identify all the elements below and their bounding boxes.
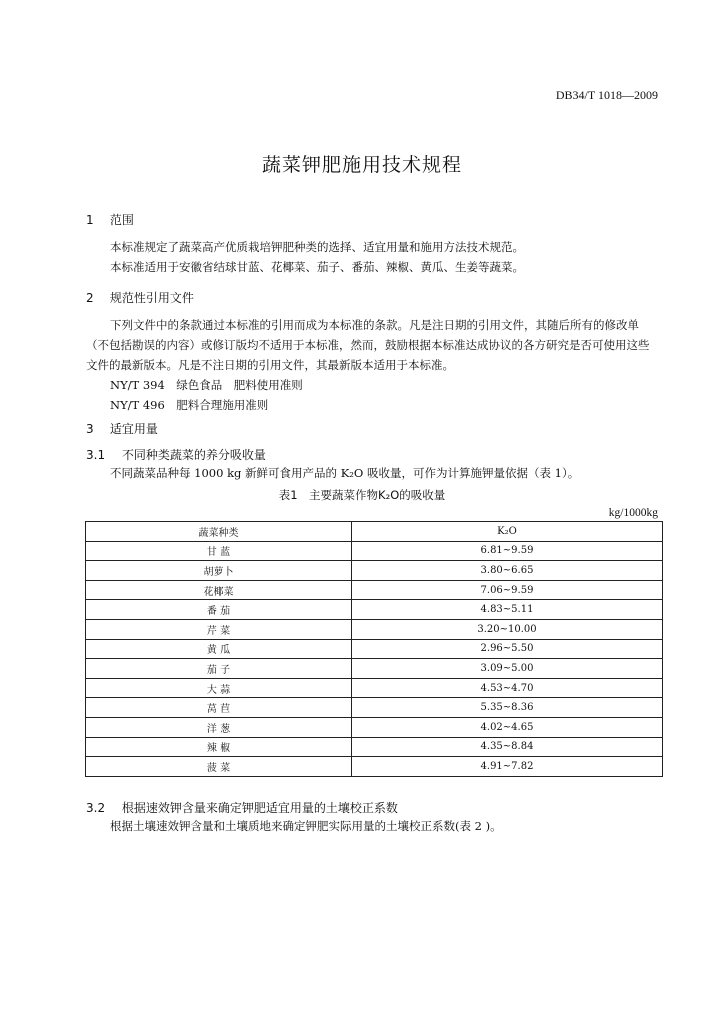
- k2o-cell: 4.35~8.84: [352, 737, 663, 757]
- section-3-2-heading: [86, 799, 398, 816]
- table-row: [86, 698, 663, 718]
- section-3-1-heading: [86, 446, 266, 463]
- section-3-heading: [86, 420, 158, 437]
- vegetable-cell: 辣 椒: [86, 737, 352, 757]
- k2o-cell: 3.09~5.00: [352, 659, 663, 679]
- reference-item: NY/T 394 绿色食品 肥料使用准则: [110, 378, 303, 392]
- section-number: 3: [86, 422, 94, 436]
- header-cell: 蔬菜种类: [86, 522, 352, 542]
- vegetable-cell: 大 蒜: [86, 678, 352, 698]
- section-number: 3.2: [86, 801, 106, 815]
- k2o-cell: 5.35~8.36: [352, 698, 663, 718]
- header-cell: K₂O: [352, 522, 663, 542]
- section-2-body: [86, 315, 656, 415]
- paragraph: 本标准规定了蔬菜高产优质栽培钾肥种类的选择、适宜用量和施用方法技术规范。: [110, 240, 524, 254]
- k2o-cell: 3.20~10.00: [352, 619, 663, 639]
- document-code: DB34/T 1018—2009: [555, 88, 658, 102]
- vegetable-cell: 胡萝卜: [86, 561, 352, 581]
- section-title: 不同种类蔬菜的养分吸收量: [121, 448, 266, 462]
- vegetable-cell: 洋 葱: [86, 717, 352, 737]
- k2o-cell: 7.06~9.59: [352, 580, 663, 600]
- table-row: [86, 619, 663, 639]
- paragraph: 不同蔬菜品种每 1000 kg 新鲜可食用产品的 K₂O 吸收量，可作为计算施钾量依据（表 1）。: [110, 466, 580, 480]
- k2o-cell: 3.80~6.65: [352, 561, 663, 581]
- table-row: [86, 580, 663, 600]
- table-row: [86, 600, 663, 620]
- table-row: [86, 737, 663, 757]
- page-title: 蔬菜钾肥施用技术规程: [261, 154, 462, 176]
- vegetable-cell: 菠 菜: [86, 757, 352, 777]
- vegetable-cell: 莴 苣: [86, 698, 352, 718]
- table-unit: kg/1000kg: [608, 507, 658, 519]
- section-title: 根据速效钾含量来确定钾肥适宜用量的土壤校正系数: [121, 801, 398, 815]
- paragraph: 根据土壤速效钾含量和土壤质地来确定钾肥实际用量的土壤校正系数(表 2 )。: [110, 819, 502, 833]
- section-2-heading: [86, 289, 194, 306]
- table-caption: 表1 主要蔬菜作物K₂O的吸收量: [278, 488, 446, 502]
- vegetable-cell: 甘 蓝: [86, 541, 352, 561]
- table-row: [86, 639, 663, 659]
- reference-item: NY/T 496 肥料合理施用准则: [110, 398, 269, 412]
- section-number: 2: [86, 291, 94, 305]
- section-1-body: [86, 237, 656, 277]
- table-row: [86, 561, 663, 581]
- table-row: [86, 757, 663, 777]
- k2o-cell: 6.81~9.59: [352, 541, 663, 561]
- table-row: [86, 717, 663, 737]
- k2o-cell: 2.96~5.50: [352, 639, 663, 659]
- k2o-cell: 4.02~4.65: [352, 717, 663, 737]
- section-3-2-body: [86, 816, 656, 836]
- section-3-1-body: [86, 463, 656, 483]
- section-number: 1: [86, 213, 94, 227]
- section-title: 适宜用量: [109, 422, 158, 436]
- section-number: 3.1: [86, 448, 106, 462]
- paragraph: 下列文件中的条款通过本标准的引用而成为本标准的条款。凡是注日期的引用文件，其随后所有的修改单（不包括勘误的内容）或修订版均不适用于本标准，然而，鼓励根据本标准达成协议的各方研究是否可使用这些文件的最新版本。凡是不注日期的引用文件，其最新版本适用于本标准。: [86, 318, 650, 372]
- paragraph: 本标准适用于安徽省结球甘蓝、花椰菜、茄子、番茄、辣椒、黄瓜、生姜等蔬菜。: [110, 260, 524, 274]
- table-row: [86, 678, 663, 698]
- vegetable-cell: 芹 菜: [86, 619, 352, 639]
- section-1-heading: [86, 211, 134, 228]
- k2o-cell: 4.83~5.11: [352, 600, 663, 620]
- section-title: 范围: [109, 213, 134, 227]
- k2o-cell: 4.53~4.70: [352, 678, 663, 698]
- k2o-cell: 4.91~7.82: [352, 757, 663, 777]
- vegetable-cell: 黄 瓜: [86, 639, 352, 659]
- k2o-absorption-table: [85, 521, 663, 777]
- table-header-row: [86, 522, 663, 542]
- table-row: [86, 659, 663, 679]
- vegetable-cell: 番 茄: [86, 600, 352, 620]
- section-title: 规范性引用文件: [109, 291, 194, 305]
- table-row: [86, 541, 663, 561]
- vegetable-cell: 花椰菜: [86, 580, 352, 600]
- vegetable-cell: 茄 子: [86, 659, 352, 679]
